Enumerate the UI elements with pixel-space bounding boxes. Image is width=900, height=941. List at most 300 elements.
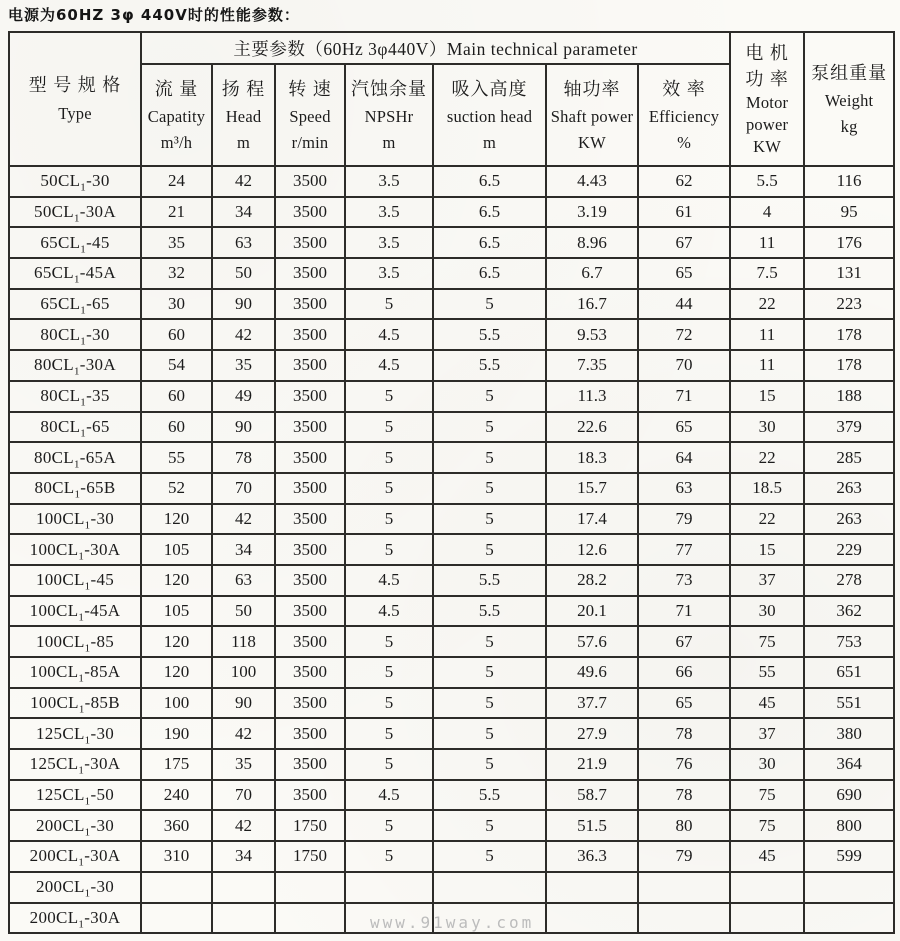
value-cell: 5.5 <box>433 780 546 811</box>
value-cell: 599 <box>804 841 894 872</box>
pump-type-cell: $80CL_1-30$ <box>9 319 141 350</box>
value-cell: 42 <box>212 166 275 197</box>
pump-type-cell: $100CL_1-85B$ <box>9 688 141 719</box>
table-row <box>9 534 894 565</box>
value-cell: 118 <box>212 626 275 657</box>
value-cell: 4.5 <box>345 350 433 381</box>
value-cell: 3500 <box>275 534 345 565</box>
value-cell: 17.4 <box>546 504 638 535</box>
value-cell: 15.7 <box>546 473 638 504</box>
value-cell: 380 <box>804 718 894 749</box>
value-cell: 263 <box>804 473 894 504</box>
table-row <box>9 473 894 504</box>
table-row <box>9 626 894 657</box>
value-cell <box>345 903 433 934</box>
value-cell: 8.96 <box>546 227 638 258</box>
value-cell: 65 <box>638 688 730 719</box>
value-cell <box>275 903 345 934</box>
value-cell: 9.53 <box>546 319 638 350</box>
value-cell: 100 <box>212 657 275 688</box>
value-cell: 3500 <box>275 350 345 381</box>
value-cell: 3500 <box>275 412 345 443</box>
table-row <box>9 319 894 350</box>
pump-type-cell: $100CL_1-85$ <box>9 626 141 657</box>
pump-type-cell: $125CL_1-30$ <box>9 718 141 749</box>
table-header <box>9 32 894 166</box>
value-cell: 50 <box>212 596 275 627</box>
col-header-motor-unit: KW <box>753 137 782 157</box>
pump-type-cell: $125CL_1-50$ <box>9 780 141 811</box>
col-header-head-en: Head <box>225 107 262 127</box>
col-header-suction-en: suction head <box>446 107 533 127</box>
value-cell: 5 <box>433 289 546 320</box>
value-cell: 27.9 <box>546 718 638 749</box>
value-cell: 63 <box>212 565 275 596</box>
value-cell: 362 <box>804 596 894 627</box>
value-cell: 62 <box>638 166 730 197</box>
col-header-efficiency-zh: 效 率 <box>662 78 706 99</box>
pump-type-cell: $100CL_1-45A$ <box>9 596 141 627</box>
value-cell: 36.3 <box>546 841 638 872</box>
table-row <box>9 872 894 903</box>
value-cell <box>546 872 638 903</box>
table-row <box>9 350 894 381</box>
header-row-group <box>9 32 894 64</box>
col-header-capacity <box>141 64 212 166</box>
col-header-speed-en: Speed <box>289 107 331 127</box>
col-header-motor-en1: Motor <box>745 92 789 112</box>
table-body <box>9 166 894 933</box>
value-cell: 229 <box>804 534 894 565</box>
pump-type-cell: $125CL_1-30A$ <box>9 749 141 780</box>
col-header-head-unit: m <box>236 132 251 152</box>
value-cell: 78 <box>638 780 730 811</box>
value-cell: 176 <box>804 227 894 258</box>
col-header-shaft-zh: 轴功率 <box>563 78 621 99</box>
table-row <box>9 718 894 749</box>
value-cell: 20.1 <box>546 596 638 627</box>
col-header-speed-unit: r/min <box>291 132 329 152</box>
col-header-weight-zh: 泵组重量 <box>811 62 888 83</box>
value-cell: 35 <box>212 350 275 381</box>
group-header-main-parameters: 主要参数（60Hz 3φ440V）Main technical parameter <box>141 32 730 64</box>
value-cell: 11 <box>730 350 804 381</box>
pump-type-cell: $80CL_1-65A$ <box>9 442 141 473</box>
value-cell: 58.7 <box>546 780 638 811</box>
value-cell: 753 <box>804 626 894 657</box>
value-cell: 5 <box>433 749 546 780</box>
value-cell: 90 <box>212 412 275 443</box>
col-header-suction-head <box>433 64 546 166</box>
value-cell: 30 <box>730 412 804 443</box>
col-header-npshr-en: NPSHr <box>364 107 414 127</box>
col-header-capacity-zh: 流 量 <box>154 78 199 99</box>
watermark: www.91way.com <box>370 913 535 932</box>
value-cell: 42 <box>212 504 275 535</box>
value-cell: 90 <box>212 289 275 320</box>
col-header-shaft-power <box>546 64 638 166</box>
value-cell: 3.19 <box>546 197 638 228</box>
table-row <box>9 412 894 443</box>
value-cell: 79 <box>638 841 730 872</box>
value-cell: 5 <box>433 688 546 719</box>
value-cell <box>638 903 730 934</box>
value-cell: 3.5 <box>345 227 433 258</box>
value-cell: 360 <box>141 810 212 841</box>
pump-type-cell: $50CL_1-30A$ <box>9 197 141 228</box>
pump-type-cell: $65CL_1-45A$ <box>9 258 141 289</box>
value-cell: 37.7 <box>546 688 638 719</box>
value-cell: 66 <box>638 657 730 688</box>
value-cell: 57.6 <box>546 626 638 657</box>
value-cell: 5 <box>345 381 433 412</box>
value-cell: 63 <box>212 227 275 258</box>
col-header-capacity-unit: m³/h <box>160 132 193 152</box>
value-cell: 5 <box>433 412 546 443</box>
col-header-head-zh: 扬 程 <box>221 78 266 99</box>
value-cell: 5 <box>345 473 433 504</box>
value-cell: 90 <box>212 688 275 719</box>
value-cell: 78 <box>638 718 730 749</box>
col-header-weight-unit: kg <box>840 116 858 136</box>
value-cell <box>433 903 546 934</box>
value-cell: 651 <box>804 657 894 688</box>
value-cell: 78 <box>212 442 275 473</box>
value-cell: 65 <box>638 258 730 289</box>
pump-type-cell: $200CL_1-30A$ <box>9 903 141 934</box>
value-cell: 73 <box>638 565 730 596</box>
value-cell: 72 <box>638 319 730 350</box>
value-cell <box>433 872 546 903</box>
value-cell: 30 <box>730 596 804 627</box>
value-cell: 3500 <box>275 749 345 780</box>
value-cell: 22 <box>730 289 804 320</box>
table-row <box>9 197 894 228</box>
value-cell <box>804 872 894 903</box>
col-header-npshr <box>345 64 433 166</box>
value-cell: 1750 <box>275 810 345 841</box>
col-header-type-en: Type <box>58 104 92 124</box>
value-cell: 5 <box>345 657 433 688</box>
value-cell: 3500 <box>275 657 345 688</box>
col-header-weight <box>804 32 894 166</box>
value-cell: 5 <box>433 626 546 657</box>
value-cell: 22.6 <box>546 412 638 443</box>
pump-type-cell: $100CL_1-30A$ <box>9 534 141 565</box>
value-cell: 120 <box>141 565 212 596</box>
value-cell: 3500 <box>275 442 345 473</box>
col-header-efficiency <box>638 64 730 166</box>
value-cell: 55 <box>141 442 212 473</box>
value-cell: 5 <box>433 718 546 749</box>
value-cell: 28.2 <box>546 565 638 596</box>
value-cell: 6.7 <box>546 258 638 289</box>
value-cell: 75 <box>730 810 804 841</box>
value-cell: 278 <box>804 565 894 596</box>
value-cell: 80 <box>638 810 730 841</box>
value-cell: 4 <box>730 197 804 228</box>
value-cell: 55 <box>730 657 804 688</box>
table-row <box>9 841 894 872</box>
value-cell: 11.3 <box>546 381 638 412</box>
value-cell: 15 <box>730 381 804 412</box>
pump-type-cell: $80CL_1-35$ <box>9 381 141 412</box>
value-cell: 21 <box>141 197 212 228</box>
value-cell <box>212 872 275 903</box>
value-cell: 67 <box>638 626 730 657</box>
table-row <box>9 565 894 596</box>
value-cell: 34 <box>212 197 275 228</box>
value-cell: 3500 <box>275 381 345 412</box>
value-cell: 76 <box>638 749 730 780</box>
value-cell <box>546 903 638 934</box>
value-cell: 44 <box>638 289 730 320</box>
value-cell: 63 <box>638 473 730 504</box>
pump-type-cell: $80CL_1-30A$ <box>9 350 141 381</box>
value-cell: 70 <box>638 350 730 381</box>
value-cell: 5.5 <box>433 596 546 627</box>
value-cell: 35 <box>212 749 275 780</box>
value-cell: 3500 <box>275 166 345 197</box>
value-cell: 5 <box>345 688 433 719</box>
pump-type-cell: $200CL_1-30$ <box>9 810 141 841</box>
value-cell: 5 <box>433 657 546 688</box>
table-row <box>9 810 894 841</box>
value-cell: 5 <box>433 381 546 412</box>
value-cell <box>638 872 730 903</box>
value-cell: 22 <box>730 442 804 473</box>
table-row <box>9 688 894 719</box>
value-cell: 190 <box>141 718 212 749</box>
value-cell: 4.5 <box>345 565 433 596</box>
value-cell: 3500 <box>275 289 345 320</box>
value-cell: 70 <box>212 473 275 504</box>
value-cell: 60 <box>141 381 212 412</box>
value-cell: 4.5 <box>345 780 433 811</box>
value-cell: 32 <box>141 258 212 289</box>
pump-type-cell: $100CL_1-45$ <box>9 565 141 596</box>
table-row <box>9 657 894 688</box>
value-cell: 79 <box>638 504 730 535</box>
value-cell: 7.5 <box>730 258 804 289</box>
value-cell: 34 <box>212 841 275 872</box>
value-cell: 16.7 <box>546 289 638 320</box>
table-row <box>9 749 894 780</box>
col-header-motor-zh2: 功 率 <box>745 68 789 89</box>
value-cell: 5 <box>433 504 546 535</box>
value-cell <box>212 903 275 934</box>
value-cell: 120 <box>141 657 212 688</box>
value-cell: 30 <box>730 749 804 780</box>
value-cell: 3.5 <box>345 197 433 228</box>
value-cell: 5 <box>345 749 433 780</box>
table-row <box>9 442 894 473</box>
value-cell: 52 <box>141 473 212 504</box>
value-cell: 4.5 <box>345 596 433 627</box>
value-cell <box>730 872 804 903</box>
value-cell: 67 <box>638 227 730 258</box>
value-cell: 18.3 <box>546 442 638 473</box>
value-cell: 50 <box>212 258 275 289</box>
value-cell: 11 <box>730 319 804 350</box>
table-row <box>9 504 894 535</box>
value-cell: 285 <box>804 442 894 473</box>
value-cell: 5 <box>433 534 546 565</box>
pump-type-cell: $100CL_1-30$ <box>9 504 141 535</box>
value-cell: 5.5 <box>433 319 546 350</box>
pump-type-cell: $200CL_1-30$ <box>9 872 141 903</box>
value-cell <box>730 903 804 934</box>
col-header-type-zh: 型 号 规 格 <box>28 75 122 96</box>
value-cell: 223 <box>804 289 894 320</box>
value-cell: 5 <box>345 718 433 749</box>
value-cell: 6.5 <box>433 166 546 197</box>
table-row <box>9 289 894 320</box>
value-cell: 3500 <box>275 688 345 719</box>
pump-type-cell: $50CL_1-30$ <box>9 166 141 197</box>
value-cell: 178 <box>804 350 894 381</box>
value-cell: 64 <box>638 442 730 473</box>
value-cell: 5.5 <box>433 565 546 596</box>
pump-type-cell: $65CL_1-45$ <box>9 227 141 258</box>
pump-type-cell: $80CL_1-65B$ <box>9 473 141 504</box>
value-cell: 5 <box>433 841 546 872</box>
value-cell: 42 <box>212 718 275 749</box>
value-cell: 37 <box>730 718 804 749</box>
value-cell: 42 <box>212 319 275 350</box>
value-cell: 5 <box>433 810 546 841</box>
value-cell <box>141 872 212 903</box>
value-cell: 35 <box>141 227 212 258</box>
value-cell: 15 <box>730 534 804 565</box>
value-cell: 42 <box>212 810 275 841</box>
value-cell: 3.5 <box>345 258 433 289</box>
value-cell: 3500 <box>275 473 345 504</box>
table-row <box>9 903 894 934</box>
value-cell: 3500 <box>275 780 345 811</box>
table-row <box>9 596 894 627</box>
value-cell: 71 <box>638 596 730 627</box>
col-header-motor-power <box>730 32 804 166</box>
value-cell: 379 <box>804 412 894 443</box>
value-cell: 120 <box>141 504 212 535</box>
value-cell: 690 <box>804 780 894 811</box>
value-cell: 45 <box>730 841 804 872</box>
value-cell: 75 <box>730 626 804 657</box>
value-cell: 5 <box>345 504 433 535</box>
col-header-npshr-zh: 汽蚀余量 <box>351 78 427 99</box>
value-cell: 61 <box>638 197 730 228</box>
col-header-efficiency-unit: % <box>677 132 692 152</box>
value-cell: 5 <box>345 534 433 565</box>
value-cell: 800 <box>804 810 894 841</box>
value-cell: 3500 <box>275 197 345 228</box>
value-cell: 5 <box>433 473 546 504</box>
value-cell: 263 <box>804 504 894 535</box>
value-cell: 5.5 <box>730 166 804 197</box>
value-cell: 240 <box>141 780 212 811</box>
value-cell: 49 <box>212 381 275 412</box>
value-cell: 178 <box>804 319 894 350</box>
value-cell: 105 <box>141 534 212 565</box>
col-header-suction-zh: 吸入高度 <box>451 78 528 99</box>
value-cell: 3500 <box>275 596 345 627</box>
page-title: 电源为60HZ 3φ 440V时的性能参数： <box>8 6 300 24</box>
value-cell: 75 <box>730 780 804 811</box>
table-row <box>9 780 894 811</box>
table-row <box>9 381 894 412</box>
value-cell: 51.5 <box>546 810 638 841</box>
value-cell: 3500 <box>275 258 345 289</box>
pump-spec-table <box>8 31 895 934</box>
value-cell: 120 <box>141 626 212 657</box>
value-cell: 24 <box>141 166 212 197</box>
value-cell: 60 <box>141 412 212 443</box>
col-header-efficiency-en: Efficiency <box>648 107 720 127</box>
value-cell: 5 <box>433 442 546 473</box>
value-cell: 30 <box>141 289 212 320</box>
value-cell <box>141 903 212 934</box>
value-cell: 12.6 <box>546 534 638 565</box>
value-cell: 6.5 <box>433 197 546 228</box>
value-cell: 11 <box>730 227 804 258</box>
value-cell: 105 <box>141 596 212 627</box>
value-cell: 310 <box>141 841 212 872</box>
pump-type-cell: $80CL_1-65$ <box>9 412 141 443</box>
value-cell: 3500 <box>275 319 345 350</box>
value-cell: 6.5 <box>433 227 546 258</box>
value-cell: 3500 <box>275 626 345 657</box>
col-header-weight-en: Weight <box>824 91 874 111</box>
value-cell: 7.35 <box>546 350 638 381</box>
value-cell: 5 <box>345 810 433 841</box>
value-cell: 175 <box>141 749 212 780</box>
value-cell: 37 <box>730 565 804 596</box>
value-cell: 21.9 <box>546 749 638 780</box>
value-cell <box>345 872 433 903</box>
value-cell: 22 <box>730 504 804 535</box>
value-cell: 5 <box>345 626 433 657</box>
value-cell: 95 <box>804 197 894 228</box>
value-cell: 77 <box>638 534 730 565</box>
value-cell: 6.5 <box>433 258 546 289</box>
value-cell: 116 <box>804 166 894 197</box>
col-header-npshr-unit: m <box>382 132 396 152</box>
value-cell: 3.5 <box>345 166 433 197</box>
pump-type-cell: $65CL_1-65$ <box>9 289 141 320</box>
value-cell: 364 <box>804 749 894 780</box>
value-cell: 5.5 <box>433 350 546 381</box>
value-cell: 65 <box>638 412 730 443</box>
value-cell: 5 <box>345 442 433 473</box>
pump-type-cell: $200CL_1-30A$ <box>9 841 141 872</box>
col-header-head <box>212 64 275 166</box>
value-cell: 4.5 <box>345 319 433 350</box>
value-cell: 100 <box>141 688 212 719</box>
col-header-type <box>9 32 141 166</box>
col-header-suction-unit: m <box>482 132 497 152</box>
value-cell: 3500 <box>275 565 345 596</box>
value-cell: 3500 <box>275 718 345 749</box>
col-header-shaft-unit: KW <box>578 132 606 152</box>
value-cell: 60 <box>141 319 212 350</box>
value-cell <box>804 903 894 934</box>
value-cell: 3500 <box>275 227 345 258</box>
value-cell: 70 <box>212 780 275 811</box>
value-cell: 1750 <box>275 841 345 872</box>
table-row <box>9 227 894 258</box>
table-row <box>9 258 894 289</box>
